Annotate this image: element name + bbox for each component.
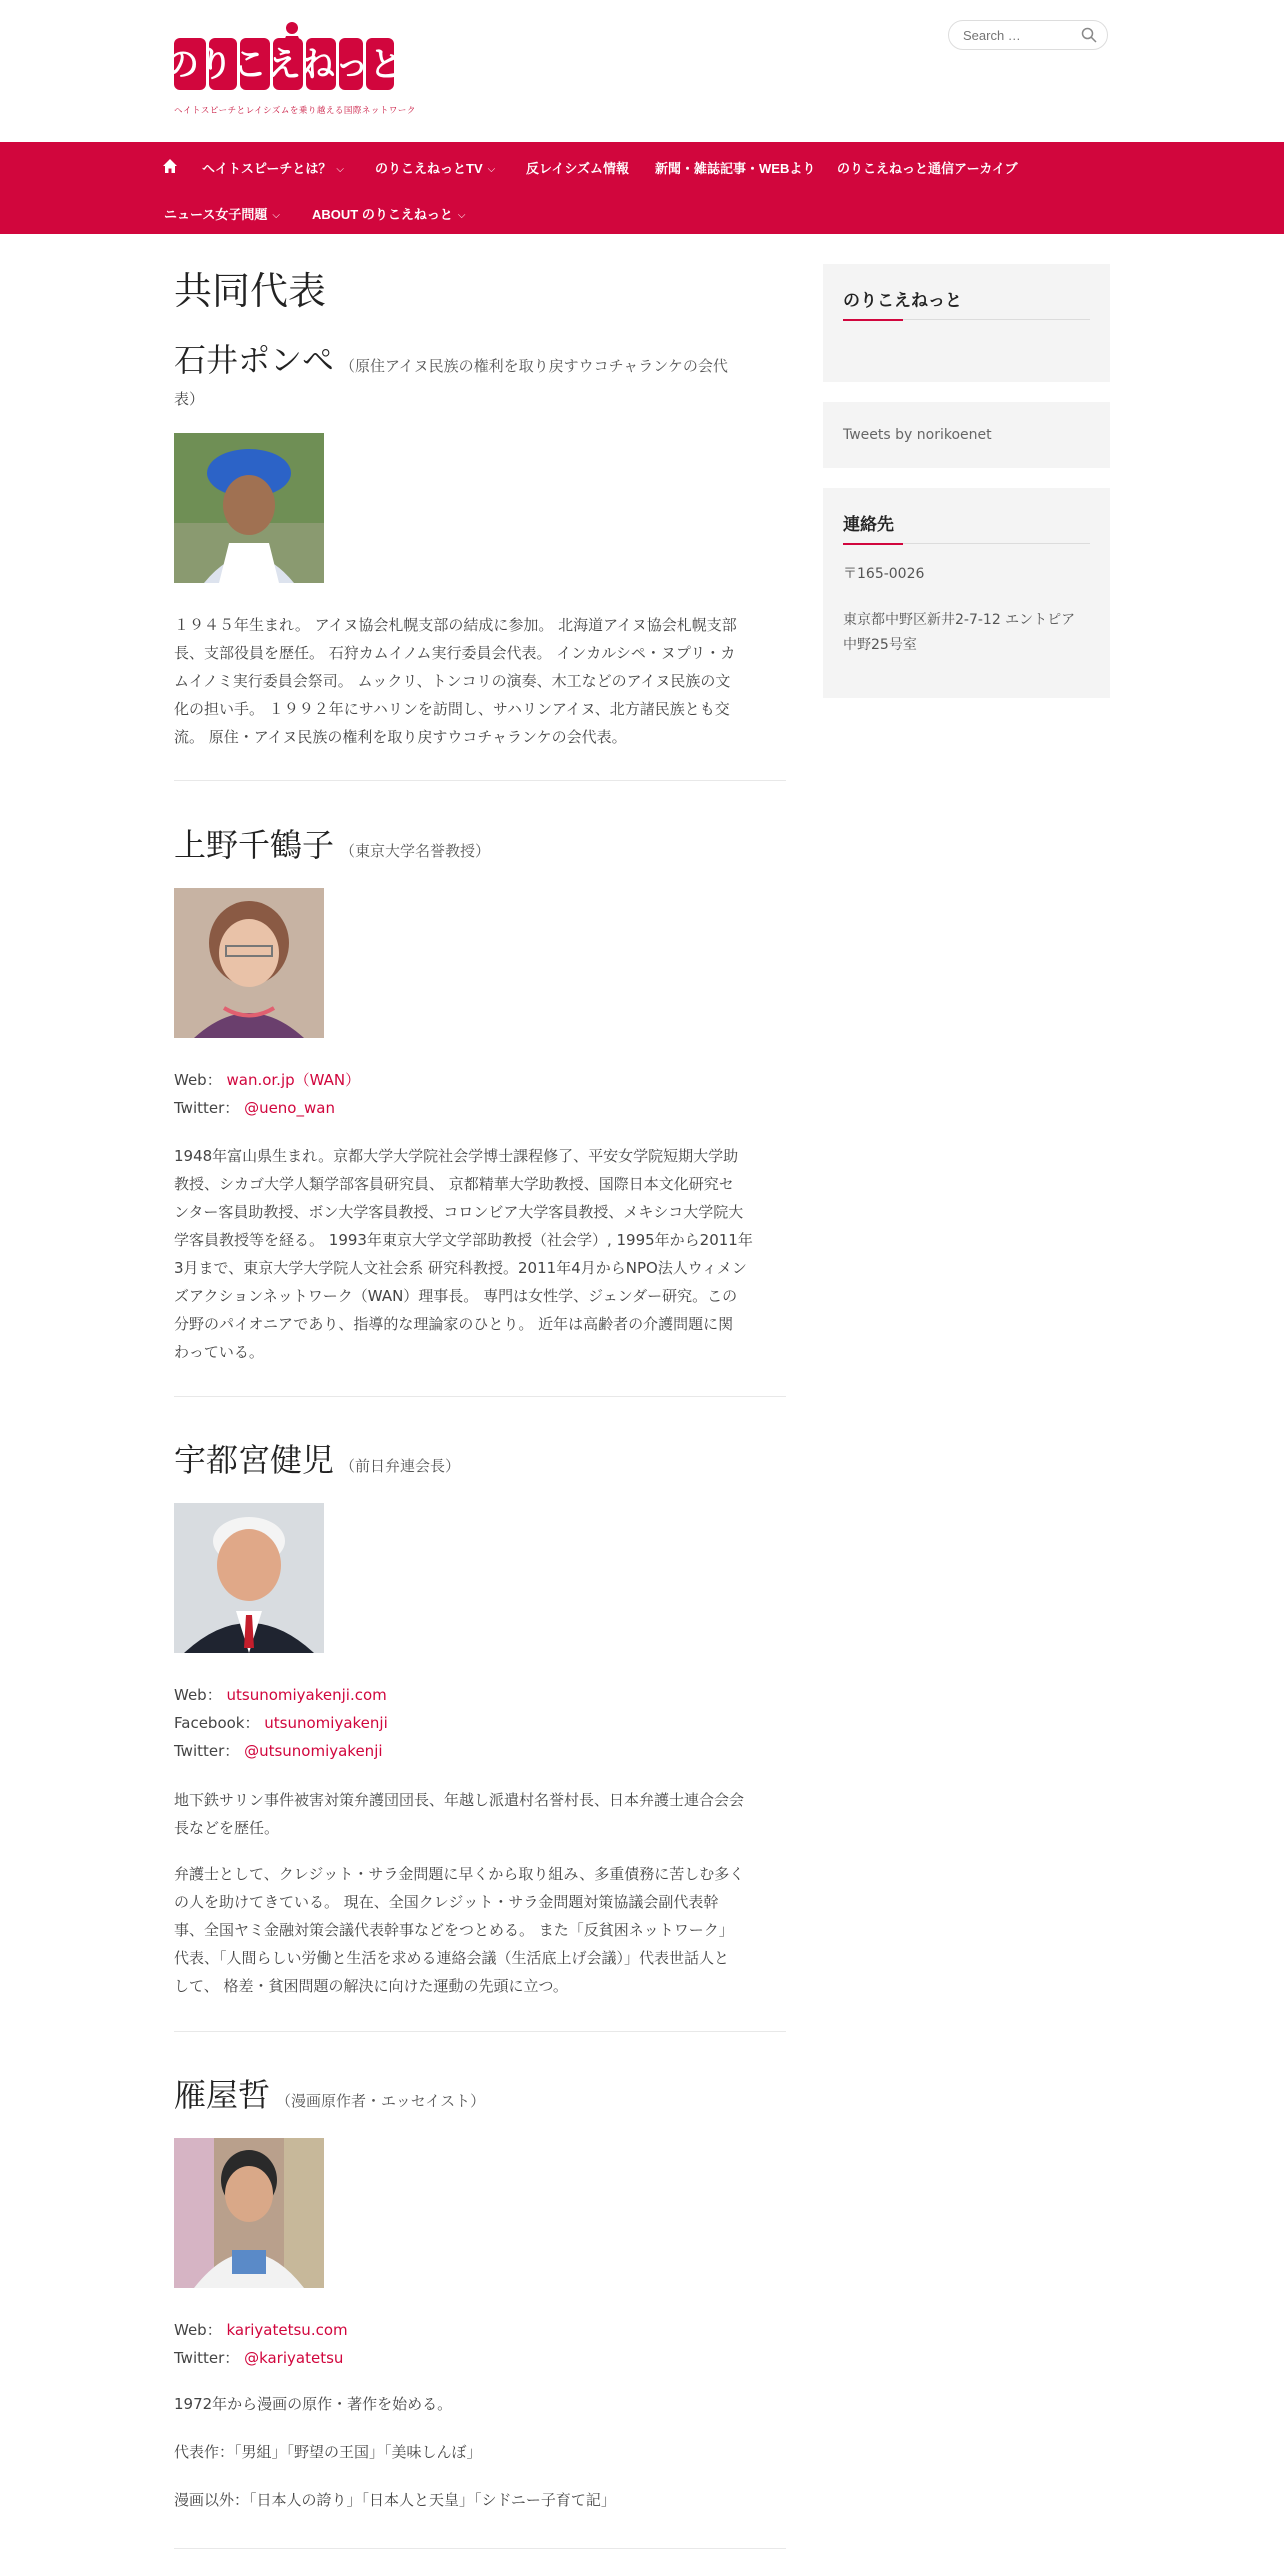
- postal-code: 〒165-0026: [843, 566, 925, 582]
- person-bio: １９４５年生まれ。 アイヌ協会札幌支部の結成に参加。 北海道アイヌ協会札幌支部 長、支部役員を歴任。 石狩カムイノム実行委員会代表。 インカルシペ・ヌプリ・カ ムイノミ実行委員会祭司。 ムックリ、トンコリの演奏、木工などのアイヌ民族の文 化の担い手。 １９９２年にサハリンを訪問し、サハリンアイヌ、北方諸民族とも交 流。 原住・アイヌ民族の権利を取り戻すウコチャランケの会代表。: [174, 616, 737, 746]
- divider: [174, 1396, 786, 1397]
- person-links: Web： kariyatetsu.com Twitter： @kariyatetsu: [174, 2321, 348, 2367]
- person-bio: 代表作：「男組」「野望の王国」「美味しんぼ」: [174, 2443, 482, 2461]
- widget-rule-accent: [843, 543, 903, 545]
- widget-title: のりこえねっと: [843, 291, 962, 311]
- person-title-cont: 表）: [174, 390, 205, 408]
- nav-item-anti-racism[interactable]: 反レイシズム情報: [526, 161, 629, 176]
- chevron-down-icon: ⌵: [272, 210, 280, 221]
- search-input[interactable]: [961, 27, 1075, 44]
- web-link[interactable]: kariyatetsu.com: [226, 2321, 348, 2339]
- nav-item-tv[interactable]: のりこえねっとTV ⌵: [375, 161, 496, 176]
- person-ishii: [174, 335, 786, 381]
- nav-item-about[interactable]: ABOUT のりこえねっと ⌵: [312, 207, 466, 222]
- search-icon[interactable]: [1081, 27, 1097, 43]
- person-name: 雁屋哲: [174, 2076, 271, 2114]
- search-box[interactable]: [948, 20, 1108, 50]
- home-icon[interactable]: [162, 158, 178, 174]
- web-link[interactable]: wan.or.jp（WAN）: [226, 1071, 361, 1089]
- chevron-down-icon: ⌵: [487, 164, 496, 175]
- site-header: [0, 0, 1284, 142]
- sidebar-widget-contact: [823, 488, 1110, 698]
- person-name: 石井ポンペ: [174, 341, 335, 379]
- person-title: （漫画原作者・エッセイスト）: [276, 2092, 486, 2110]
- chevron-down-icon: ⌵: [336, 164, 344, 175]
- divider: [174, 2548, 786, 2549]
- portrait-image: [174, 1503, 324, 1653]
- person-photo: [174, 2138, 786, 2288]
- site-logo[interactable]: [174, 16, 416, 121]
- address: 東京都中野区新井2-7-12 エントピア 中野25号室: [843, 612, 1076, 653]
- divider: [174, 780, 786, 781]
- nav-item-newsletter-archive[interactable]: のりこえねっと通信アーカイブ: [837, 161, 1018, 176]
- person-kariya: [174, 2070, 786, 2116]
- portrait-image: [174, 888, 324, 1038]
- person-ueno: [174, 820, 786, 866]
- nav-item-hate-speech[interactable]: ヘイトスピーチとは？ ⌵: [202, 161, 344, 176]
- person-photo: [174, 433, 786, 583]
- twitter-link[interactable]: @ueno_wan: [244, 1099, 335, 1117]
- tweets-link[interactable]: Tweets by norikoenet: [843, 427, 992, 443]
- twitter-link[interactable]: @utsunomiyakenji: [244, 1742, 383, 1760]
- portrait-image: [174, 433, 324, 583]
- person-links: Web： wan.or.jp（WAN） Twitter： @ueno_wan: [174, 1071, 361, 1117]
- sidebar-widget-norikoe: [823, 264, 1110, 382]
- divider: [174, 2031, 786, 2032]
- person-bio: 1948年富山県生まれ。京都大学大学院社会学博士課程修了、平安女学院短期大学助 教授、シカゴ大学人類学部客員研究員、 京都精華大学助教授、国際日本文化研究セ ンター客員助教授、ボン大学客員教授、コロンビア大学客員教授、メキシコ大学院大 学客員教授等を経る。 1993年東京大学文学部助教授（社会学）, 1995年から2011年 3月まで、東京大学大学院人文社会系 研究科教授。2011年4月からNPO法人ウィメン ズアクションネットワーク（WAN）理事長。 専門は女性学、ジェンダー研究。この 分野のパイオニアであり、指導的な理論家のひとり。 近年は高齢者の介護問題に関 わっている。: [174, 1147, 753, 1361]
- person-title: （原住アイヌ民族の権利を取り戻すウコチャランケの会代: [340, 357, 728, 375]
- nav-item-news-articles[interactable]: 新聞・雑誌記事・WEBより: [655, 161, 816, 176]
- person-links: Web： utsunomiyakenji.com Facebook： utsunomiyakenji Twitter： @utsunomiyakenji: [174, 1686, 388, 1760]
- person-utsunomiya: [174, 1435, 786, 1481]
- logo-graphic: [174, 16, 394, 106]
- person-bio: 地下鉄サリン事件被害対策弁護団団長、年越し派遣村名誉村長、日本弁護士連合会会 長などを歴任。: [174, 1791, 745, 1837]
- web-link[interactable]: utsunomiyakenji.com: [226, 1686, 387, 1704]
- logo-tagline: ヘイトスピーチとレイシズムを乗り越える国際ネットワーク: [174, 106, 416, 116]
- person-bio: 弁護士として、クレジット・サラ金問題に早くから取り組み、多重債務に苦しむ多く の人を助けてきている。 現在、全国クレジット・サラ金問題対策協議会副代表幹 事、全国ヤミ金融対策会議代表幹事などをつとめる。 また「反貧困ネットワーク」 代表、「人間らしい労働と生活を求める連絡会議（生活底上げ会議）」代表世話人と して、 格差・貧困問題の解決に向けた運動の先頭に立つ。: [174, 1865, 745, 1995]
- person-bio: 1972年から漫画の原作・著作を始める。: [174, 2395, 453, 2413]
- chevron-down-icon: ⌵: [457, 210, 466, 221]
- logo-text: のりこえねっと: [174, 45, 394, 85]
- person-bio: 漫画以外：「日本人の誇り」「日本人と天皇」「シドニー子育て記」: [174, 2491, 616, 2509]
- person-name: 宇都宮健児: [174, 1441, 335, 1479]
- portrait-image: [174, 2138, 324, 2288]
- person-title: （前日弁連会長）: [340, 1457, 461, 1475]
- person-title: （東京大学名誉教授）: [340, 842, 491, 860]
- page-title: 共同代表: [174, 269, 327, 313]
- nav-item-news-joshi[interactable]: ニュース女子問題 ⌵: [164, 207, 280, 222]
- widget-rule-accent: [843, 319, 903, 321]
- person-photo: [174, 1503, 786, 1653]
- facebook-link[interactable]: utsunomiyakenji: [264, 1714, 388, 1732]
- twitter-link[interactable]: @kariyatetsu: [244, 2349, 344, 2367]
- person-photo: [174, 888, 786, 1038]
- sidebar-widget-tweets: [823, 402, 1110, 468]
- widget-title: 連絡先: [843, 515, 894, 535]
- person-name: 上野千鶴子: [174, 826, 335, 864]
